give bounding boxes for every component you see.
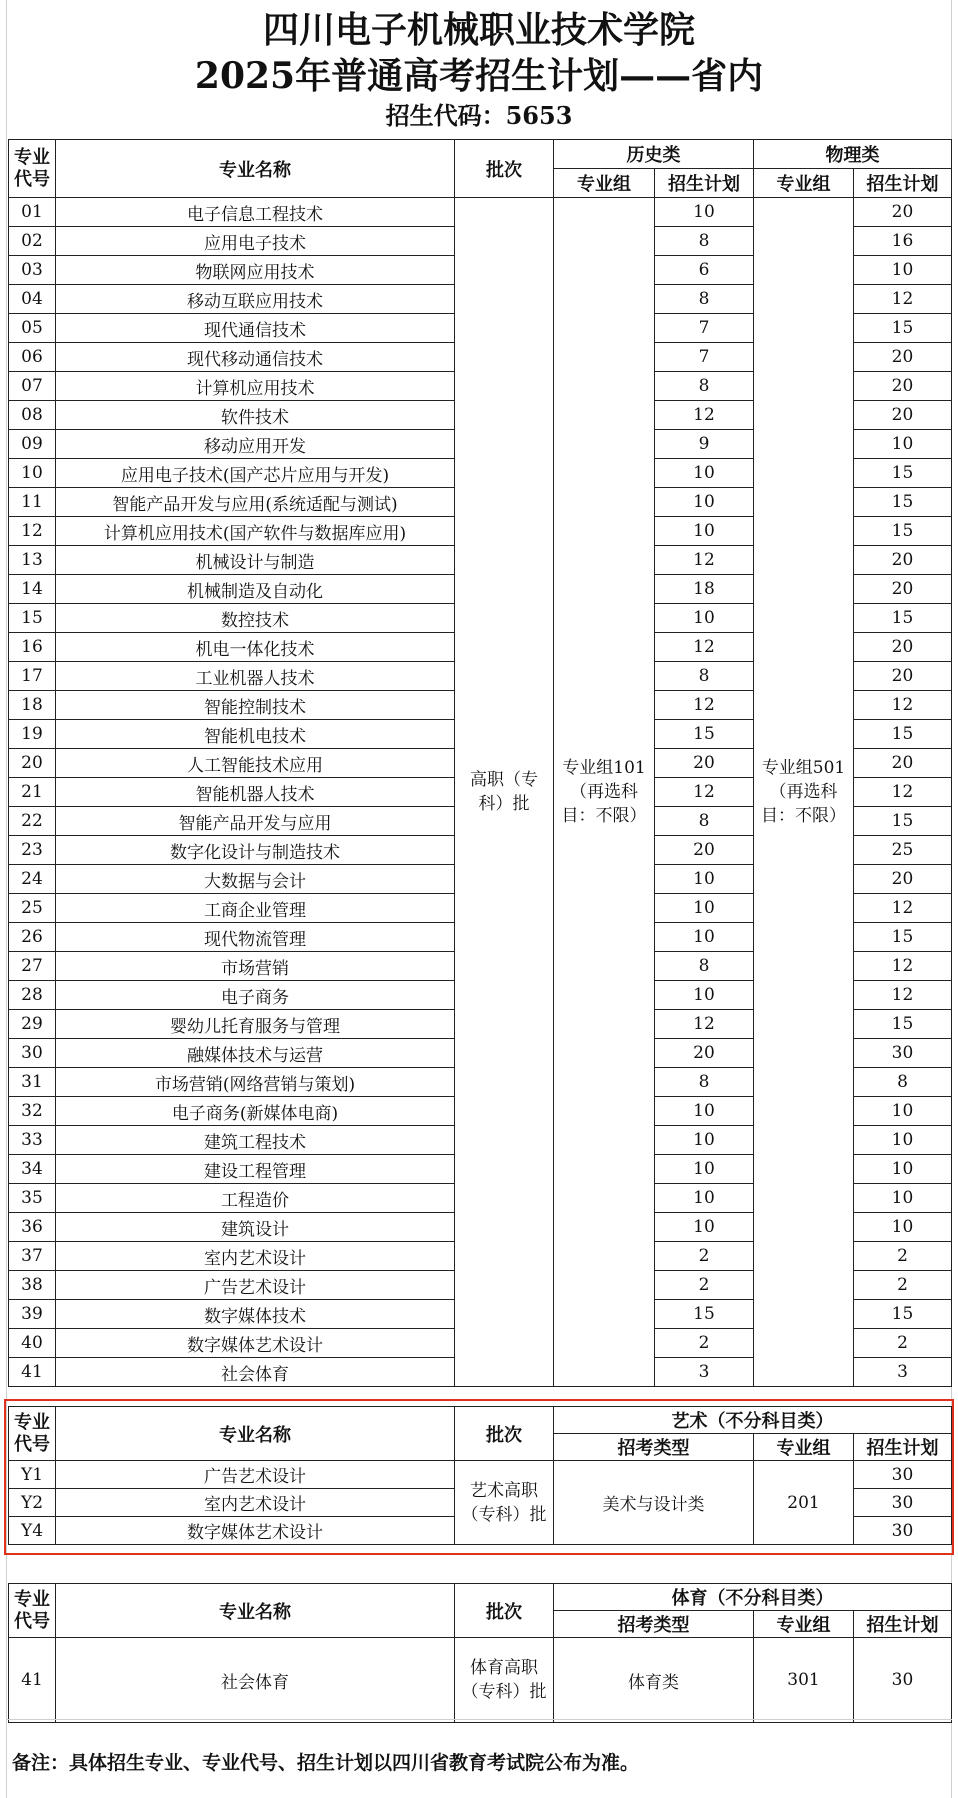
physics-plan-cell: 20 — [854, 372, 952, 401]
header-history-group: 专业组 — [554, 169, 655, 198]
pe-plan-table — [8, 1583, 952, 1723]
major-code-cell: 28 — [9, 981, 56, 1010]
pe-batch-value: 体育高职（专科）批 — [455, 1638, 554, 1723]
major-name-cell: 智能产品开发与应用(系统适配与测试) — [56, 488, 455, 517]
major-name-cell: 智能控制技术 — [56, 691, 455, 720]
history-plan-cell: 15 — [655, 1300, 754, 1329]
pe-header-major-code: 专业代号 — [9, 1584, 56, 1638]
major-code-cell: 22 — [9, 807, 56, 836]
header-major-name: 专业名称 — [56, 140, 455, 198]
history-group-cell: 专业组101（再选科目：不限） — [554, 198, 655, 1387]
major-code-cell: 30 — [9, 1039, 56, 1068]
physics-plan-cell: 15 — [854, 314, 952, 343]
pe-group-value: 301 — [754, 1638, 854, 1723]
major-code-cell: 35 — [9, 1184, 56, 1213]
major-name-cell: 电子商务(新媒体电商) — [56, 1097, 455, 1126]
history-plan-cell: 10 — [655, 923, 754, 952]
physics-plan-cell: 20 — [854, 401, 952, 430]
major-name-cell: 机械制造及自动化 — [56, 575, 455, 604]
history-plan-cell: 12 — [655, 633, 754, 662]
major-name-cell: 智能机器人技术 — [56, 778, 455, 807]
pe-type-value: 体育类 — [554, 1638, 754, 1723]
major-code-cell: 23 — [9, 836, 56, 865]
art-row-plan: 30 — [854, 1489, 952, 1517]
major-name-cell: 现代移动通信技术 — [56, 343, 455, 372]
major-code-cell: 04 — [9, 285, 56, 314]
major-code-cell: 40 — [9, 1329, 56, 1358]
major-code-cell: 31 — [9, 1068, 56, 1097]
major-name-cell: 软件技术 — [56, 401, 455, 430]
history-plan-cell: 8 — [655, 285, 754, 314]
major-name-cell: 智能产品开发与应用 — [56, 807, 455, 836]
history-plan-cell: 7 — [655, 343, 754, 372]
major-name-cell: 大数据与会计 — [56, 865, 455, 894]
major-code-cell: 17 — [9, 662, 56, 691]
pe-row-name: 社会体育 — [56, 1638, 455, 1723]
physics-plan-cell: 20 — [854, 575, 952, 604]
major-name-cell: 现代通信技术 — [56, 314, 455, 343]
physics-plan-cell: 15 — [854, 517, 952, 546]
physics-plan-cell: 15 — [854, 807, 952, 836]
physics-plan-cell: 10 — [854, 256, 952, 285]
art-type-value: 美术与设计类 — [554, 1461, 754, 1545]
history-plan-cell: 2 — [655, 1329, 754, 1358]
footnote: 备注：具体招生专业、专业代号、招生计划以四川省教育考试院公布为准。 — [12, 1752, 640, 1774]
physics-plan-cell: 10 — [854, 1155, 952, 1184]
major-code-cell: 20 — [9, 749, 56, 778]
physics-group-cell: 专业组501（再选科目：不限） — [754, 198, 854, 1387]
art-header-type: 招考类型 — [554, 1434, 754, 1461]
major-name-cell: 人工智能技术应用 — [56, 749, 455, 778]
major-code-cell: 06 — [9, 343, 56, 372]
major-code-cell: 18 — [9, 691, 56, 720]
history-plan-cell: 12 — [655, 1010, 754, 1039]
physics-plan-cell: 8 — [854, 1068, 952, 1097]
major-code-cell: 36 — [9, 1213, 56, 1242]
art-header-major-code: 专业代号 — [9, 1407, 56, 1461]
major-code-cell: 13 — [9, 546, 56, 575]
major-name-cell: 计算机应用技术 — [56, 372, 455, 401]
major-code-cell: 02 — [9, 227, 56, 256]
major-name-cell: 数字媒体技术 — [56, 1300, 455, 1329]
history-plan-cell: 6 — [655, 256, 754, 285]
history-plan-cell: 10 — [655, 488, 754, 517]
major-code-cell: 03 — [9, 256, 56, 285]
history-plan-cell: 9 — [655, 430, 754, 459]
major-code-cell: 12 — [9, 517, 56, 546]
pe-header-type: 招考类型 — [554, 1611, 754, 1638]
major-name-cell: 社会体育 — [56, 1358, 455, 1387]
art-group-value: 201 — [754, 1461, 854, 1545]
history-plan-cell: 15 — [655, 720, 754, 749]
history-plan-cell: 8 — [655, 227, 754, 256]
art-row-code: Y4 — [9, 1517, 56, 1545]
major-name-cell: 物联网应用技术 — [56, 256, 455, 285]
major-code-cell: 24 — [9, 865, 56, 894]
history-plan-cell: 10 — [655, 1097, 754, 1126]
physics-plan-cell: 20 — [854, 198, 952, 227]
major-name-cell: 智能机电技术 — [56, 720, 455, 749]
major-name-cell: 建筑设计 — [56, 1213, 455, 1242]
major-name-cell: 机械设计与制造 — [56, 546, 455, 575]
physics-plan-cell: 20 — [854, 662, 952, 691]
physics-plan-cell: 10 — [854, 1184, 952, 1213]
history-plan-cell: 2 — [655, 1242, 754, 1271]
art-row-code: Y2 — [9, 1489, 56, 1517]
major-name-cell: 应用电子技术 — [56, 227, 455, 256]
physics-plan-cell: 20 — [854, 546, 952, 575]
history-plan-cell: 20 — [655, 749, 754, 778]
physics-plan-cell: 12 — [854, 952, 952, 981]
history-plan-cell: 20 — [655, 1039, 754, 1068]
major-code-cell: 09 — [9, 430, 56, 459]
art-batch-value: 艺术高职（专科）批 — [455, 1461, 554, 1545]
physics-plan-cell: 12 — [854, 894, 952, 923]
major-name-cell: 移动互联应用技术 — [56, 285, 455, 314]
history-plan-cell: 8 — [655, 807, 754, 836]
pe-header-batch: 批次 — [455, 1584, 554, 1638]
pe-row-code: 41 — [9, 1638, 56, 1723]
physics-plan-cell: 15 — [854, 720, 952, 749]
history-plan-cell: 2 — [655, 1271, 754, 1300]
physics-plan-cell: 10 — [854, 1126, 952, 1155]
physics-plan-cell: 15 — [854, 1010, 952, 1039]
major-name-cell: 移动应用开发 — [56, 430, 455, 459]
physics-plan-cell: 15 — [854, 923, 952, 952]
header-history: 历史类 — [554, 140, 754, 169]
major-code-cell: 15 — [9, 604, 56, 633]
major-code-cell: 05 — [9, 314, 56, 343]
physics-plan-cell: 10 — [854, 430, 952, 459]
physics-plan-cell: 20 — [854, 749, 952, 778]
table-row — [9, 198, 952, 227]
art-row-code: Y1 — [9, 1461, 56, 1489]
pe-header-plan: 招生计划 — [854, 1611, 952, 1638]
history-plan-cell: 10 — [655, 894, 754, 923]
major-name-cell: 数字媒体艺术设计 — [56, 1329, 455, 1358]
physics-plan-cell: 10 — [854, 1213, 952, 1242]
history-plan-cell: 8 — [655, 1068, 754, 1097]
history-plan-cell: 10 — [655, 1184, 754, 1213]
history-plan-cell: 12 — [655, 778, 754, 807]
physics-plan-cell: 16 — [854, 227, 952, 256]
major-code-cell: 33 — [9, 1126, 56, 1155]
header-major-code: 专业代号 — [9, 140, 56, 198]
art-plan-table — [8, 1406, 952, 1545]
history-plan-cell: 10 — [655, 198, 754, 227]
physics-plan-cell: 12 — [854, 981, 952, 1010]
physics-plan-cell: 12 — [854, 691, 952, 720]
history-plan-cell: 12 — [655, 691, 754, 720]
art-row-name: 数字媒体艺术设计 — [56, 1517, 455, 1545]
history-plan-cell: 12 — [655, 401, 754, 430]
header-physics-plan: 招生计划 — [854, 169, 952, 198]
art-row-plan: 30 — [854, 1461, 952, 1489]
art-header-major-name: 专业名称 — [56, 1407, 455, 1461]
major-code-cell: 08 — [9, 401, 56, 430]
history-plan-cell: 12 — [655, 546, 754, 575]
batch-cell: 高职（专科）批 — [455, 198, 554, 1387]
header-history-plan: 招生计划 — [655, 169, 754, 198]
history-plan-cell: 3 — [655, 1358, 754, 1387]
physics-plan-cell: 15 — [854, 488, 952, 517]
physics-plan-cell: 20 — [854, 865, 952, 894]
physics-plan-cell: 15 — [854, 459, 952, 488]
physics-plan-cell: 15 — [854, 1300, 952, 1329]
major-code-cell: 07 — [9, 372, 56, 401]
major-code-cell: 11 — [9, 488, 56, 517]
major-name-cell: 数字化设计与制造技术 — [56, 836, 455, 865]
major-name-cell: 室内艺术设计 — [56, 1242, 455, 1271]
major-name-cell: 应用电子技术(国产芯片应用与开发) — [56, 459, 455, 488]
main-plan-table — [8, 139, 952, 1387]
major-code-cell: 32 — [9, 1097, 56, 1126]
art-row-name: 广告艺术设计 — [56, 1461, 455, 1489]
physics-plan-cell: 3 — [854, 1358, 952, 1387]
history-plan-cell: 10 — [655, 865, 754, 894]
major-code-cell: 37 — [9, 1242, 56, 1271]
major-name-cell: 电子商务 — [56, 981, 455, 1010]
art-row-plan: 30 — [854, 1517, 952, 1545]
major-name-cell: 建筑工程技术 — [56, 1126, 455, 1155]
major-code-cell: 16 — [9, 633, 56, 662]
physics-plan-cell: 30 — [854, 1039, 952, 1068]
major-code-cell: 29 — [9, 1010, 56, 1039]
history-plan-cell: 8 — [655, 952, 754, 981]
plan-title: 2025年普通高考招生计划——省内 — [194, 55, 764, 97]
major-code-cell: 38 — [9, 1271, 56, 1300]
header-physics-group: 专业组 — [754, 169, 854, 198]
art-header-category: 艺术（不分科目类） — [554, 1407, 952, 1434]
major-code-cell: 10 — [9, 459, 56, 488]
major-name-cell: 工商企业管理 — [56, 894, 455, 923]
history-plan-cell: 7 — [655, 314, 754, 343]
physics-plan-cell: 10 — [854, 1097, 952, 1126]
history-plan-cell: 8 — [655, 372, 754, 401]
pe-header-category: 体育（不分科目类） — [554, 1584, 952, 1611]
major-name-cell: 建设工程管理 — [56, 1155, 455, 1184]
major-code-cell: 01 — [9, 198, 56, 227]
major-code-cell: 25 — [9, 894, 56, 923]
history-plan-cell: 8 — [655, 662, 754, 691]
major-name-cell: 融媒体技术与运营 — [56, 1039, 455, 1068]
physics-plan-cell: 20 — [854, 633, 952, 662]
physics-plan-cell: 15 — [854, 604, 952, 633]
major-code-cell: 34 — [9, 1155, 56, 1184]
history-plan-cell: 10 — [655, 1126, 754, 1155]
history-plan-cell: 10 — [655, 459, 754, 488]
header-physics: 物理类 — [754, 140, 952, 169]
major-name-cell: 数控技术 — [56, 604, 455, 633]
pe-plan-value: 30 — [854, 1638, 952, 1723]
art-header-batch: 批次 — [455, 1407, 554, 1461]
art-header-plan: 招生计划 — [854, 1434, 952, 1461]
art-row-name: 室内艺术设计 — [56, 1489, 455, 1517]
physics-plan-cell: 12 — [854, 285, 952, 314]
major-code-cell: 41 — [9, 1358, 56, 1387]
history-plan-cell: 10 — [655, 517, 754, 546]
pe-header-group: 专业组 — [754, 1611, 854, 1638]
enrollment-code: 招生代码：5653 — [385, 101, 573, 130]
physics-plan-cell: 20 — [854, 343, 952, 372]
major-name-cell: 现代物流管理 — [56, 923, 455, 952]
school-title: 四川电子机械职业技术学院 — [262, 9, 695, 51]
art-header-group: 专业组 — [754, 1434, 854, 1461]
major-code-cell: 21 — [9, 778, 56, 807]
history-plan-cell: 20 — [655, 836, 754, 865]
history-plan-cell: 10 — [655, 1213, 754, 1242]
history-plan-cell: 10 — [655, 1155, 754, 1184]
history-plan-cell: 10 — [655, 604, 754, 633]
major-code-cell: 39 — [9, 1300, 56, 1329]
major-name-cell: 市场营销 — [56, 952, 455, 981]
major-name-cell: 广告艺术设计 — [56, 1271, 455, 1300]
major-name-cell: 市场营销(网络营销与策划) — [56, 1068, 455, 1097]
history-plan-cell: 18 — [655, 575, 754, 604]
physics-plan-cell: 25 — [854, 836, 952, 865]
major-code-cell: 14 — [9, 575, 56, 604]
major-code-cell: 19 — [9, 720, 56, 749]
physics-plan-cell: 2 — [854, 1271, 952, 1300]
major-name-cell: 婴幼儿托育服务与管理 — [56, 1010, 455, 1039]
major-name-cell: 计算机应用技术(国产软件与数据库应用) — [56, 517, 455, 546]
major-name-cell: 电子信息工程技术 — [56, 198, 455, 227]
major-name-cell: 机电一体化技术 — [56, 633, 455, 662]
physics-plan-cell: 12 — [854, 778, 952, 807]
major-name-cell: 工程造价 — [56, 1184, 455, 1213]
major-name-cell: 工业机器人技术 — [56, 662, 455, 691]
header-batch: 批次 — [455, 140, 554, 198]
history-plan-cell: 10 — [655, 981, 754, 1010]
major-code-cell: 27 — [9, 952, 56, 981]
divider — [6, 1719, 952, 1720]
physics-plan-cell: 2 — [854, 1329, 952, 1358]
physics-plan-cell: 2 — [854, 1242, 952, 1271]
major-code-cell: 26 — [9, 923, 56, 952]
pe-header-major-name: 专业名称 — [56, 1584, 455, 1638]
